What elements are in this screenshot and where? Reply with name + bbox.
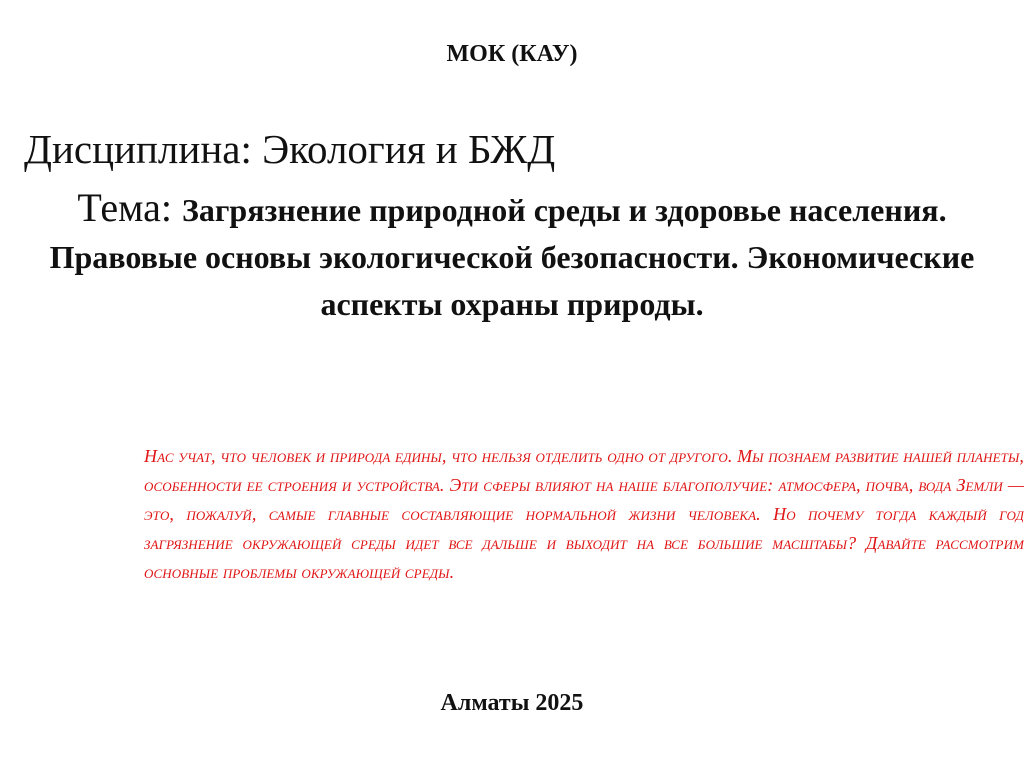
discipline-title: Дисциплина: Экология и БЖД: [24, 126, 556, 172]
epigraph-paragraph: Нас учат, что человек и природа едины, что нельзя отделить одно от другого. Мы познаем развитие нашей планеты, особенности ее строения и устройства. Эти сферы влияют на наше благополучие: атмосфера, почва, вода Земли — это, пожалуй, самые главные составляющие нормальной жизни человека. Но почему тогда каждый год загрязнение окружающей среды идет все дальше и выходит на все большие масштабы? Давайте рассмотрим основные проблемы окружающей среды.: [144, 446, 1024, 582]
city-year-footer: Алматы 2025: [440, 690, 584, 716]
theme-label: Тема:: [77, 185, 182, 230]
organization-header: МОК (КАУ): [446, 41, 578, 67]
theme-block: [40, 184, 984, 328]
theme-text: Загрязнение природной среды и здоровье населения. Правовые основы экологической безопасности. Экономические аспекты охраны природы.: [49, 192, 975, 322]
